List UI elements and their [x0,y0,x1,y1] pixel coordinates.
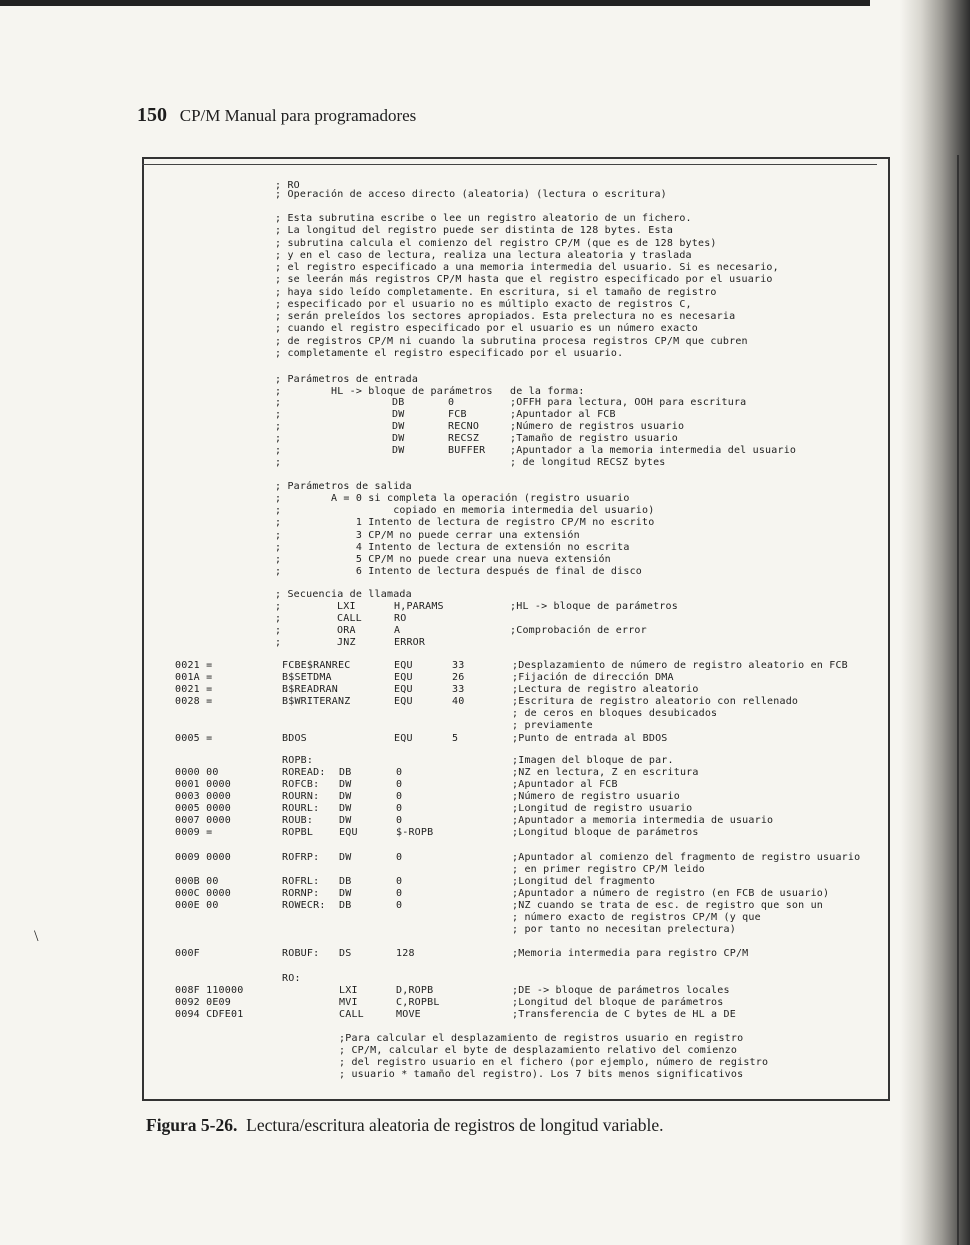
code-line-44-col-2: DW [339,779,352,790]
header-title: CP/M Manual para programadores [179,106,417,125]
code-line-43-col-4: ;NZ en lectura, Z en escritura [512,767,699,778]
code-line-38-col-4: ;Escritura de registro aleatorio con rellenado [512,696,799,707]
code-line-32-col-0: ; [275,613,282,624]
code-line-56-col-3: 128 [396,948,415,959]
code-line-0-col-0: ; RO [275,180,300,191]
code-line-41-col-0: 0005 = [175,733,213,744]
code-line-52-col-4: ;Apuntador a número de registro (en FCB de usuario) [512,888,830,899]
code-line-38-col-1: B$WRITERANZ [282,696,351,707]
code-line-34-col-1: JNZ [337,637,356,648]
code-line-48-col-3: $-ROPB [396,827,434,838]
code-line-3-col-0: ; La longitud del registro puede ser distinta de 128 bytes. Esta [275,225,674,236]
code-line-36-col-4: ;Fijación de dirección DMA [512,672,674,683]
code-line-58-col-0: 008F 110000 [175,985,244,996]
code-line-35-col-1: FCBE$RANREC [282,660,351,671]
code-line-54-col-0: ; número exacto de registros CP/M (y que [512,912,761,923]
code-line-60-col-3: ;Transferencia de C bytes de HL a DE [512,1009,736,1020]
code-line-60-col-0: 0094 CDFE01 [175,1009,244,1020]
code-line-47-col-2: DW [339,815,352,826]
code-line-56-col-0: 000F [175,948,200,959]
code-line-2-col-0: ; Esta subrutina escribe o lee un registro aleatorio de un fichero. [275,213,692,224]
code-line-16-col-3: ;OFFH para lectura, OOH para escritura [510,397,747,408]
code-line-33-col-0: ; [275,625,282,636]
code-line-37-col-0: 0021 = [175,684,213,695]
code-line-16-col-1: DB [392,397,405,408]
figure-caption [146,1115,664,1136]
code-line-49-col-3: 0 [396,852,403,863]
code-line-50-col-0: ; en primer registro CP/M leido [512,864,705,875]
code-line-45-col-4: ;Número de registro usuario [512,791,680,802]
code-line-33-col-1: ORA [337,625,356,636]
code-line-62-col-0: ; CP/M, calcular el byte de desplazamiento relativo del comienzo [339,1045,738,1056]
code-line-42-col-0: ROPB: [282,755,314,766]
code-line-58-col-3: ;DE -> bloque de parámetros locales [512,985,730,996]
code-line-44-col-3: 0 [396,779,403,790]
code-line-53-col-4: ;NZ cuando se trata de esc. de registro que son un [512,900,824,911]
code-line-37-col-1: B$READRAN [282,684,338,695]
margin-mark: \ [34,928,39,945]
code-line-6-col-0: ; el registro especificado a una memoria intermedia del usuario. Si es necesario, [275,262,779,273]
code-line-24-col-0: ; copiado en memoria intermedia del usuario) [275,505,655,516]
code-line-30-col-0: ; Secuencia de llamada [275,589,412,600]
code-line-36-col-3: 26 [452,672,465,683]
code-line-53-col-2: DB [339,900,352,911]
code-line-37-col-2: EQU [394,684,413,695]
code-line-41-col-3: 5 [452,733,459,744]
code-line-33-col-2: A [394,625,401,636]
code-line-53-col-3: 0 [396,900,403,911]
code-line-38-col-2: EQU [394,696,413,707]
code-line-44-col-0: 0001 0000 [175,779,231,790]
code-line-38-col-3: 40 [452,696,465,707]
code-line-48-col-0: 0009 = [175,827,213,838]
code-line-19-col-0: ; [275,433,282,444]
code-line-53-col-1: ROWECR: [282,900,326,911]
code-line-31-col-2: H,PARAMS [394,601,444,612]
code-line-15-col-0: ; HL -> bloque de parámetros [275,386,493,397]
code-line-46-col-2: DW [339,803,352,814]
code-line-34-col-0: ; [275,637,282,648]
code-line-39-col-0: ; de ceros en bloques desubicados [512,708,718,719]
page-number: 150 [137,104,167,126]
code-line-8-col-0: ; haya sido leído completamente. En escritura, si el tamaño de registro [275,287,717,298]
code-line-48-col-2: EQU [339,827,358,838]
code-line-25-col-0: ; 1 Intento de lectura de registro CP/M no escrito [275,517,655,528]
code-line-20-col-3: ;Apuntador a la memoria intermedia del usuario [510,445,797,456]
code-line-32-col-1: CALL [337,613,362,624]
code-line-19-col-2: RECSZ [448,433,480,444]
code-line-11-col-0: ; cuando el registro especificado por el usuario es un número exacto [275,323,698,334]
code-line-1-col-0: ; Operación de acceso directo (aleatoria) (lectura o escritura) [275,189,667,200]
code-line-64-col-0: ; usuario * tamaño del registro). Los 7 bits menos significativos [339,1069,744,1080]
code-line-31-col-0: ; [275,601,282,612]
code-line-14-col-0: ; Parámetros de entrada [275,374,419,385]
code-line-49-col-0: 0009 0000 [175,852,231,863]
code-line-56-col-2: DS [339,948,352,959]
code-line-46-col-3: 0 [396,803,403,814]
code-line-35-col-3: 33 [452,660,465,671]
code-line-52-col-3: 0 [396,888,403,899]
code-line-59-col-2: C,ROPBL [396,997,440,1008]
code-line-44-col-1: ROFCB: [282,779,320,790]
code-line-51-col-2: DB [339,876,352,887]
code-line-18-col-3: ;Número de registros usuario [510,421,685,432]
code-line-17-col-2: FCB [448,409,467,420]
code-line-47-col-4: ;Apuntador a memoria intermedia de usuario [512,815,774,826]
code-line-43-col-2: DB [339,767,352,778]
code-line-37-col-3: 33 [452,684,465,695]
code-line-33-col-3: ;Comprobación de error [510,625,647,636]
code-line-5-col-0: ; y en el caso de lectura, realiza una lectura aleatoria y traslada [275,250,692,261]
code-line-16-col-0: ; [275,397,282,408]
code-line-35-col-4: ;Desplazamiento de número de registro aleatorio en FCB [512,660,848,671]
code-line-57-col-0: RO: [282,973,301,984]
code-line-36-col-2: EQU [394,672,413,683]
code-line-43-col-1: ROREAD: [282,767,326,778]
code-line-20-col-0: ; [275,445,282,456]
code-line-20-col-2: BUFFER [448,445,486,456]
code-line-28-col-0: ; 5 CP/M no puede crear una nueva extensión [275,554,611,565]
code-line-45-col-0: 0003 0000 [175,791,231,802]
code-line-56-col-4: ;Memoria intermedia para registro CP/M [512,948,749,959]
code-line-47-col-0: 0007 0000 [175,815,231,826]
code-line-15-col-1: de la forma: [510,386,585,397]
code-line-49-col-4: ;Apuntador al comienzo del fragmento de registro usuario [512,852,861,863]
code-line-20-col-1: DW [392,445,405,456]
code-line-47-col-1: ROUB: [282,815,314,826]
code-line-52-col-0: 000C 0000 [175,888,231,899]
code-line-16-col-2: 0 [448,397,455,408]
code-line-44-col-4: ;Apuntador al FCB [512,779,618,790]
code-line-31-col-1: LXI [337,601,356,612]
code-line-36-col-0: 001A = [175,672,213,683]
code-line-52-col-1: RORNP: [282,888,320,899]
code-line-7-col-0: ; se leerán más registros CP/M hasta que el registro especificado por el usuario [275,274,773,285]
code-line-38-col-0: 0028 = [175,696,213,707]
code-line-60-col-1: CALL [339,1009,364,1020]
code-line-29-col-0: ; 6 Intento de lectura después de final de disco [275,566,643,577]
code-line-58-col-2: D,ROPB [396,985,434,996]
code-line-52-col-2: DW [339,888,352,899]
figure-caption-text: Lectura/escritura aleatoria de registros de longitud variable. [246,1115,664,1135]
code-line-51-col-3: 0 [396,876,403,887]
code-line-22-col-0: ; Parámetros de salida [275,481,412,492]
code-line-49-col-2: DW [339,852,352,863]
code-line-21-col-0: ; [275,457,282,468]
code-line-37-col-4: ;Lectura de registro aleatorio [512,684,699,695]
code-line-59-col-3: ;Longitud del bloque de parámetros [512,997,724,1008]
code-line-51-col-0: 000B 00 [175,876,219,887]
code-line-35-col-0: 0021 = [175,660,213,671]
code-line-42-col-1: ;Imagen del bloque de par. [512,755,674,766]
code-line-45-col-1: ROURN: [282,791,320,802]
code-line-17-col-1: DW [392,409,405,420]
code-line-51-col-1: ROFRL: [282,876,320,887]
code-line-46-col-4: ;Longitud de registro usuario [512,803,693,814]
code-line-31-col-3: ;HL -> bloque de parámetros [510,601,678,612]
code-line-19-col-1: DW [392,433,405,444]
code-line-9-col-0: ; especificado por el usuario no es múltiplo exacto de registros C, [275,299,692,310]
code-line-18-col-2: RECNO [448,421,480,432]
code-line-36-col-1: B$SETDMA [282,672,332,683]
code-line-21-col-1: ; de longitud RECSZ bytes [510,457,666,468]
code-line-12-col-0: ; de registros CP/M ni cuando la subrutina procesa registros CP/M que cubren [275,336,748,347]
code-line-63-col-0: ; del registro usuario en el fichero (por ejemplo, número de registro [339,1057,769,1068]
code-line-40-col-0: ; previamente [512,720,593,731]
code-line-35-col-2: EQU [394,660,413,671]
code-line-48-col-4: ;Longitud bloque de parámetros [512,827,699,838]
code-line-23-col-0: ; A = 0 si completa la operación (registro usuario [275,493,630,504]
code-line-34-col-2: ERROR [394,637,426,648]
code-line-60-col-2: MOVE [396,1009,421,1020]
code-line-19-col-3: ;Tamaño de registro usuario [510,433,678,444]
code-line-17-col-0: ; [275,409,282,420]
code-line-4-col-0: ; subrutina calcula el comienzo del registro CP/M (que es de 128 bytes) [275,238,717,249]
code-line-26-col-0: ; 3 CP/M no puede cerrar una extensión [275,530,580,541]
code-line-41-col-2: EQU [394,733,413,744]
code-line-48-col-1: ROPBL [282,827,314,838]
code-line-45-col-2: DW [339,791,352,802]
code-line-49-col-1: ROFRP: [282,852,320,863]
code-line-17-col-3: ;Apuntador al FCB [510,409,616,420]
code-line-59-col-1: MVI [339,997,358,1008]
code-line-18-col-0: ; [275,421,282,432]
code-line-53-col-0: 000E 00 [175,900,219,911]
code-line-41-col-1: BDOS [282,733,307,744]
code-line-51-col-4: ;Longitud del fragmento [512,876,656,887]
code-line-47-col-3: 0 [396,815,403,826]
code-line-56-col-1: ROBUF: [282,948,320,959]
code-line-59-col-0: 0092 0E09 [175,997,231,1008]
code-line-18-col-1: DW [392,421,405,432]
code-line-45-col-3: 0 [396,791,403,802]
code-line-55-col-0: ; por tanto no necesitan prelectura) [512,924,736,935]
code-line-43-col-0: 0000 00 [175,767,219,778]
code-line-32-col-2: RO [394,613,407,624]
code-line-43-col-3: 0 [396,767,403,778]
code-line-58-col-1: LXI [339,985,358,996]
code-line-41-col-4: ;Punto de entrada al BDOS [512,733,668,744]
code-line-46-col-0: 0005 0000 [175,803,231,814]
figure-label: Figura 5-26. [146,1115,238,1135]
code-line-27-col-0: ; 4 Intento de lectura de extensión no escrita [275,542,630,553]
code-line-13-col-0: ; completamente el registro especificado por el usuario. [275,348,624,359]
code-line-61-col-0: ;Para calcular el desplazamiento de registros usuario en registro [339,1033,744,1044]
code-line-10-col-0: ; serán preleídos los sectores apropiados. Esta prelectura no es necesaria [275,311,736,322]
code-line-46-col-1: ROURL: [282,803,320,814]
